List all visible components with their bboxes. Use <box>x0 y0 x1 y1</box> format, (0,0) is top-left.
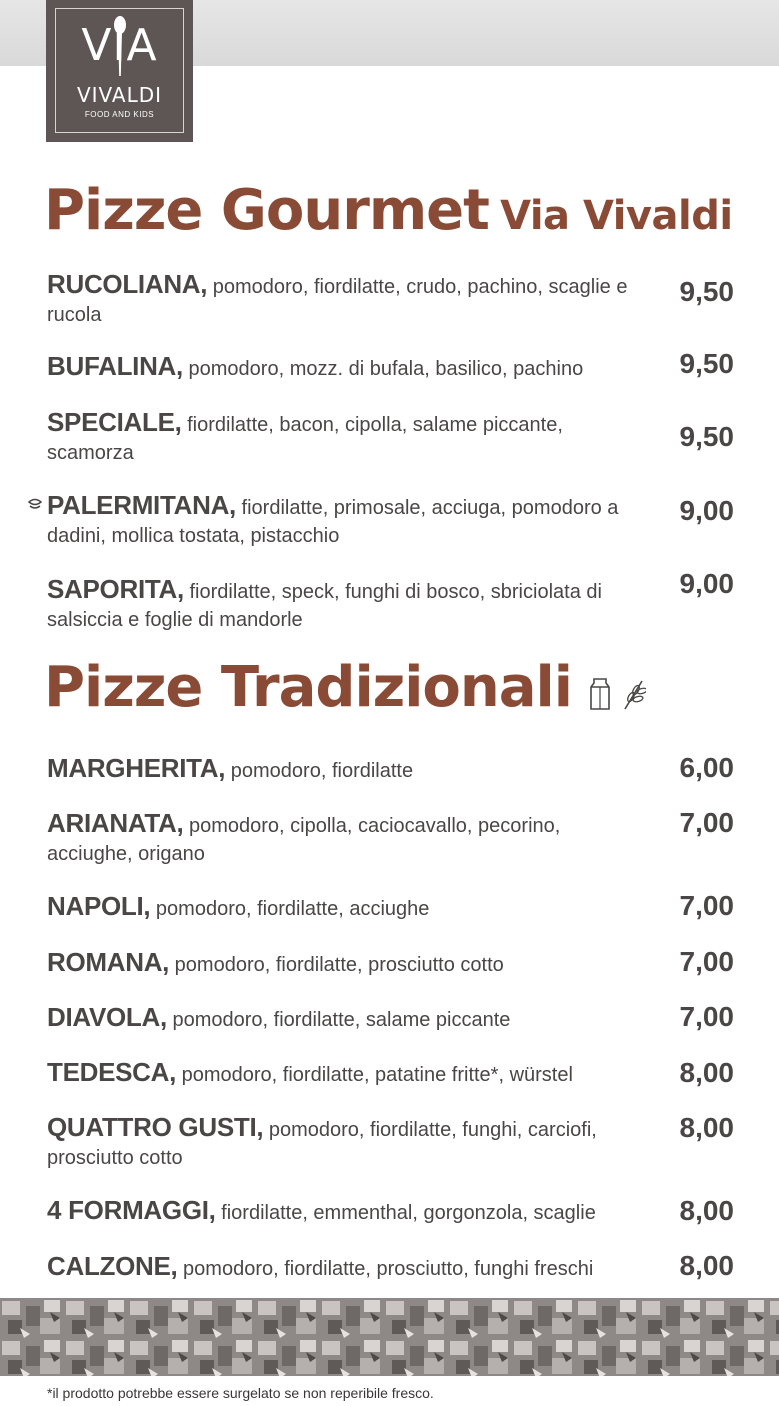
item-desc: pomodoro, fiordilatte, salame piccante <box>166 1009 511 1031</box>
traditional-title <box>44 655 646 720</box>
item-price: 7,00 <box>679 946 734 977</box>
item-price: 9,50 <box>679 276 734 307</box>
item-desc: fiordilatte, emmenthal, gorgonzola, scaglie <box>215 1202 596 1224</box>
menu-item <box>47 1058 637 1089</box>
item-desc: pomodoro, fiordilatte, prosciutto, funghi freschi <box>177 1258 594 1280</box>
item-name: TEDESCA, <box>47 1057 177 1087</box>
gourmet-title <box>44 178 733 243</box>
item-price: 8,00 <box>679 1250 734 1281</box>
item-name: DIAVOLA, <box>47 1002 167 1032</box>
item-desc: pomodoro, fiordilatte <box>225 760 414 782</box>
menu-item <box>47 892 637 923</box>
menu-item <box>47 408 637 467</box>
logo-tagline: FOOD AND KIDS <box>84 110 155 119</box>
menu-item <box>47 754 637 785</box>
traditional-title-main: Pizze Tradizionali <box>44 655 572 720</box>
logo <box>46 0 193 142</box>
item-price: 8,00 <box>679 1057 734 1088</box>
item-price: 9,00 <box>679 495 734 526</box>
item-desc: fiordilatte, speck, funghi di bosco, sbriciolata di salsiccia e foglie di mandorle <box>47 581 602 631</box>
logo-name: VIVALDI <box>76 83 163 107</box>
item-name: SAPORITA, <box>47 574 184 604</box>
item-name: 4 FORMAGGI, <box>47 1195 216 1225</box>
item-desc: pomodoro, mozz. di bufala, basilico, pachino <box>182 358 584 380</box>
item-price: 8,00 <box>679 1112 734 1143</box>
item-price: 7,00 <box>679 1001 734 1032</box>
item-desc: pomodoro, fiordilatte, funghi, carciofi, prosciutto cotto <box>47 1119 597 1169</box>
item-desc: pomodoro, fiordilatte, patatine fritte*, würstel <box>176 1064 573 1086</box>
item-name: QUATTRO GUSTI, <box>47 1112 264 1142</box>
pattern <box>0 1298 779 1376</box>
item-name: PALERMITANA, <box>47 490 236 520</box>
decorative-pattern-band <box>0 1298 779 1376</box>
item-desc: pomodoro, fiordilatte, crudo, pachino, scaglie e rucola <box>47 276 628 326</box>
item-price: 9,00 <box>679 568 734 599</box>
item-price: 8,00 <box>679 1195 734 1226</box>
item-price: 7,00 <box>679 807 734 838</box>
item-desc: pomodoro, fiordilatte, prosciutto cotto <box>169 954 504 976</box>
item-desc: pomodoro, fiordilatte, acciughe <box>150 898 430 920</box>
item-price: 9,50 <box>679 348 734 379</box>
item-desc: fiordilatte, primosale, acciuga, pomodoro a dadini, mollica tostata, pistacchio <box>47 497 619 547</box>
footnote: *il prodotto potrebbe essere surgelato se non reperibile fresco. <box>47 1385 434 1401</box>
item-name: ARIANATA, <box>47 808 184 838</box>
menu-item <box>47 491 637 550</box>
item-name: NAPOLI, <box>47 891 151 921</box>
menu-item <box>47 575 637 634</box>
item-name: ROMANA, <box>47 947 170 977</box>
item-price: 6,00 <box>679 752 734 783</box>
menu-item <box>47 1252 637 1283</box>
menu-item <box>47 948 637 979</box>
item-name: CALZONE, <box>47 1251 178 1281</box>
item-desc: pomodoro, cipolla, caciocavallo, pecorino, acciughe, origano <box>47 815 561 865</box>
menu-item <box>47 1003 637 1034</box>
item-name: BUFALINA, <box>47 351 183 381</box>
menu-item <box>47 1113 637 1172</box>
menu-item <box>47 809 637 868</box>
menu-item <box>47 352 637 383</box>
item-price: 9,50 <box>679 421 734 452</box>
item-desc: fiordilatte, bacon, cipolla, salame piccante, scamorza <box>47 414 563 464</box>
menu-item <box>47 270 637 329</box>
menu-item <box>47 1196 637 1227</box>
wheat-icon <box>622 675 646 711</box>
logo-via: VIA <box>81 20 158 71</box>
gourmet-title-sub: Via Vivaldi <box>500 193 733 239</box>
item-price: 7,00 <box>679 890 734 921</box>
item-name: RUCOLIANA, <box>47 269 208 299</box>
item-name: SPECIALE, <box>47 407 182 437</box>
milk-carton-icon <box>589 675 611 711</box>
fish-icon <box>27 497 43 511</box>
item-name: MARGHERITA, <box>47 753 226 783</box>
allergen-icons <box>589 675 646 719</box>
gourmet-title-main: Pizze Gourmet <box>44 178 489 243</box>
